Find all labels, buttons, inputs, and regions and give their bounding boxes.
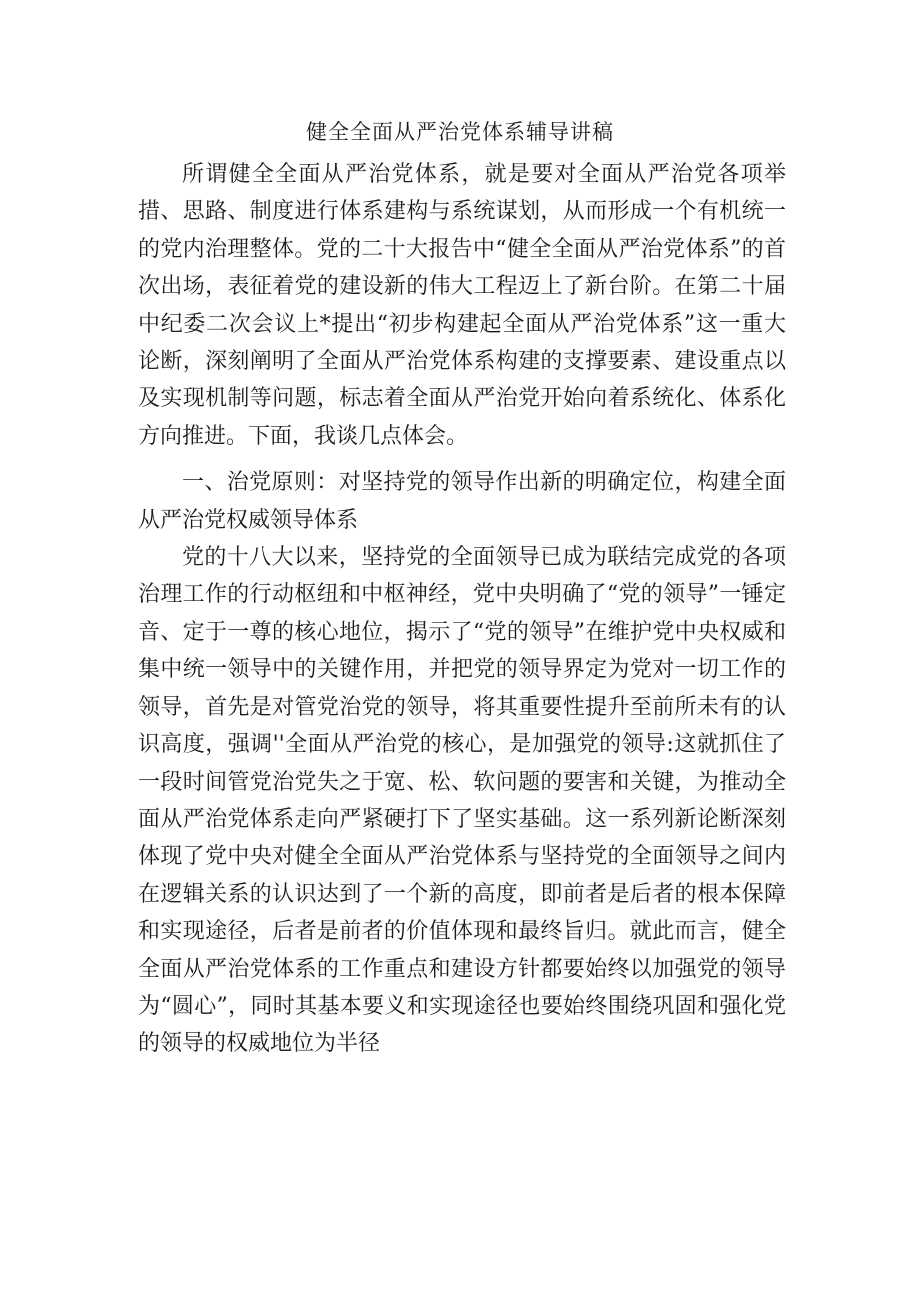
document-body: [138, 156, 786, 1063]
section-1-paragraph: 党的十八大以来，坚持党的全面领导已成为联结完成党的各项治理工作的行动枢纽和中枢神经，党中央明确了“党的领导”一锤定音、定于一尊的核心地位，揭示了“党的领导”在维护党中央权威和集中统一领导中的关键作用，并把党的领导界定为党对一切工作的领导，首先是对管党治党的领导，将其重要性提升至前所未有的认识高度，强调''全面从严治党的核心，是加强党的领导:这就抓住了一段时间管党治党失之于宽、松、软问题的要害和关键，为推动全面从严治党体系走向严紧硬打下了坚实基础。这一系列新论断深刻体现了党中央对健全全面从严治党体系与坚持党的全面领导之间内在逻辑关系的认识达到了一个新的高度，即前者是后者的根本保障和实现途径，后者是前者的价值体现和最终旨归。就此而言，健全全面从严治党体系的工作重点和建设方针都要始终以加强党的领导为“圆心”，同时其基本要义和实现途径也要始终围绕巩固和强化党的领导的权威地位为半径: [138, 545, 786, 1057]
section-heading-1: 一、治党原则：对坚持党的领导作出新的明确定位，构建全面从严治党权威领导体系: [138, 470, 786, 533]
intro-paragraph: 所谓健全全面从严治党体系，就是要对全面从严治党各项举措、思路、制度进行体系建构与系统谋划，从而形成一个有机统一的党内治理整体。党的二十大报告中“健全全面从严治党体系”的首次出场，表征着党的建设新的伟大工程迈上了新台阶。在第二十届中纪委二次会议上*提出“初步构建起全面从严治党体系”这一重大论断，深刻阐明了全面从严治党体系构建的支撑要素、建设重点以及实现机制等问题，标志着全面从严治党开始向着系统化、体系化方向推进。下面，我谈几点体会。: [138, 162, 786, 449]
document-title: 健全全面从严治党体系辅导讲稿: [306, 120, 614, 144]
